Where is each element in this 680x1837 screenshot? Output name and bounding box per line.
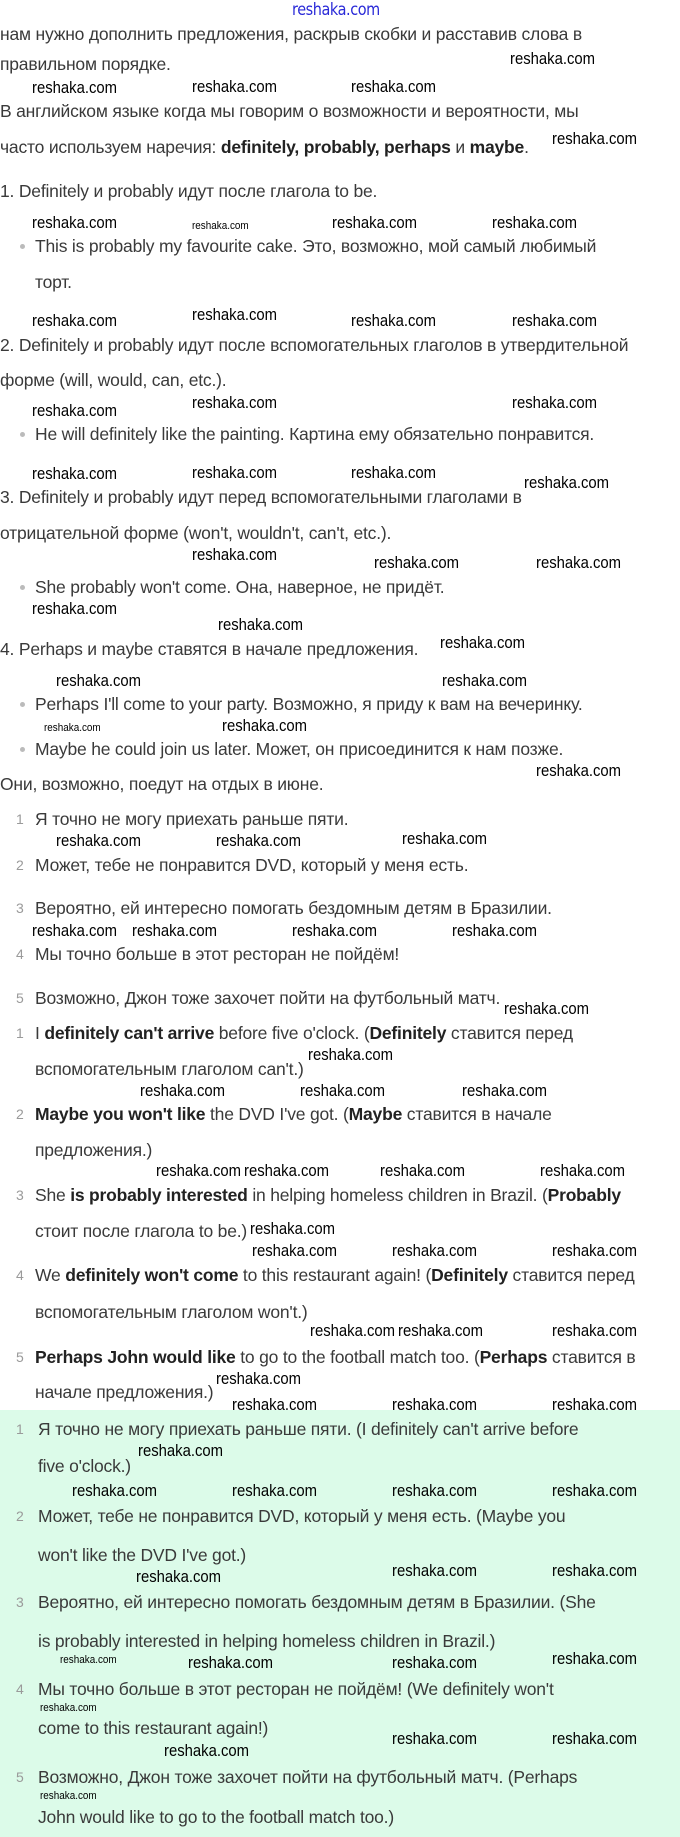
text-run: I: [35, 1023, 45, 1043]
text-run: .: [524, 137, 529, 157]
watermark-text: reshaka.com: [300, 1082, 386, 1100]
text-run: in helping homeless children in Brazil. (: [247, 1185, 548, 1205]
item-number: 1: [16, 1025, 24, 1041]
text-run: Я точно не могу приехать раньше пяти. (I definitely can't arrive before: [38, 1419, 579, 1439]
watermark-text: reshaka.com: [392, 1654, 478, 1672]
translation-item: [38, 1418, 578, 1440]
text-run: Возможно, Джон тоже захочет пойти на футбольный матч.: [35, 988, 501, 1008]
task-item: [35, 808, 348, 830]
watermark-text: reshaka.com: [72, 1482, 158, 1500]
bold-text: definitely can't arrive: [44, 1023, 215, 1043]
watermark-text: reshaka.com: [32, 79, 118, 97]
bullet-marker: [20, 432, 25, 437]
answer-item: [35, 1346, 636, 1368]
watermark-text: reshaka.com: [188, 1654, 274, 1672]
example-4a: [35, 693, 583, 715]
item-number: 2: [16, 1106, 24, 1122]
text-run: is probably interested in helping homeless children in Brazil.): [38, 1631, 496, 1651]
task-item: [35, 987, 500, 1009]
rule-2: [0, 369, 226, 391]
text-run: ставится перед: [446, 1023, 573, 1043]
text-run: стоит после глагола to be.): [35, 1221, 248, 1241]
example-2: [35, 423, 594, 445]
text-run: ставится в: [547, 1347, 636, 1367]
watermark-text: reshaka.com: [140, 1082, 226, 1100]
watermark-text: reshaka.com: [32, 214, 118, 232]
watermark-text: reshaka.com: [536, 554, 622, 572]
watermark-text: reshaka.com: [192, 546, 278, 564]
text-run: вспомогательным глаголом won't.): [35, 1302, 308, 1322]
text-run: to go to the football match too. (: [235, 1347, 480, 1367]
text-run: Вероятно, ей интересно помогать бездомным детям в Бразилии.: [35, 898, 552, 918]
rule-2: [0, 334, 628, 356]
watermark-text: reshaka.com: [244, 1162, 330, 1180]
watermark-text: reshaka.com: [232, 1396, 318, 1414]
text-run: Мы точно больше в этот ресторан не пойдём! (We definitely won't: [38, 1679, 554, 1699]
text-run: John would like to go to the football match too.): [38, 1807, 394, 1827]
watermark-text: reshaka.com: [164, 1742, 250, 1760]
watermark-text: reshaka.com: [56, 832, 142, 850]
task-item: [35, 897, 552, 919]
answer-item: [35, 1301, 308, 1323]
watermark-text: reshaka.com: [440, 634, 526, 652]
task-item: [35, 854, 468, 876]
watermark-text: reshaka.com: [192, 394, 278, 412]
text-run: Возможно, Джон тоже захочет пойти на футбольный матч. (Perhaps: [38, 1767, 578, 1787]
answer-item: [35, 1022, 573, 1044]
watermark-text: reshaka.com: [504, 1000, 590, 1018]
watermark-text: reshaka.com: [552, 1730, 638, 1748]
bold-text: definitely won't come: [65, 1265, 239, 1285]
item-number: 4: [16, 946, 24, 962]
watermark-text: reshaka.com: [56, 672, 142, 690]
translation-item: [38, 1455, 131, 1477]
watermark-text: reshaka.com: [462, 1082, 548, 1100]
watermark-text: reshaka.com: [392, 1396, 478, 1414]
text-run: и: [450, 137, 470, 157]
watermark-text: reshaka.com: [552, 1242, 638, 1260]
answer-item: [35, 1381, 213, 1403]
text-run: before five o'clock. (: [214, 1023, 370, 1043]
text-run: She: [35, 1185, 71, 1205]
intro-text: [0, 23, 582, 45]
watermark-text: reshaka.com: [40, 1702, 97, 1714]
watermark-text: reshaka.com: [216, 832, 302, 850]
watermark-text: reshaka.com: [32, 922, 118, 940]
watermark-text: reshaka.com: [218, 616, 304, 634]
bullet-marker: [20, 702, 25, 707]
text-run: правильном порядке.: [0, 54, 171, 74]
text-run: won't like the DVD I've got.): [38, 1545, 247, 1565]
text-run: Вероятно, ей интересно помогать бездомным детям в Бразилии. (She: [38, 1592, 596, 1612]
bullet-marker: [20, 585, 25, 590]
text-run: 1. Definitely и probably идут после глагола to be.: [0, 181, 378, 201]
text-run: нам нужно дополнить предложения, раскрыв скобки и расставив слова в: [0, 24, 582, 44]
example-1: [35, 271, 72, 293]
text-run: ставится в начале: [402, 1104, 552, 1124]
text-run: Maybe he could join us later. Может, он присоединится к нам позже.: [35, 739, 564, 759]
text-run: She probably won't come. Она, наверное, не придёт.: [35, 577, 445, 597]
watermark-text: reshaka.com: [512, 312, 598, 330]
text-run: come to this restaurant again!): [38, 1718, 269, 1738]
item-number: 5: [16, 1349, 24, 1365]
watermark-text: reshaka.com: [156, 1162, 242, 1180]
watermark-text: reshaka.com: [380, 1162, 466, 1180]
watermark-text: reshaka.com: [552, 1396, 638, 1414]
example-1: [35, 235, 596, 257]
text-run: This is probably my favourite cake. Это, возможно, мой самый любимый: [35, 236, 597, 256]
watermark-text: reshaka.com: [232, 1482, 318, 1500]
text-run: В английском языке когда мы говорим о возможности и вероятности, мы: [0, 101, 579, 121]
item-number: 2: [16, 1508, 24, 1524]
rule-3: [0, 486, 522, 508]
answer-item: [35, 1139, 152, 1161]
site-watermark-header[interactable]: reshaka.com: [292, 0, 380, 20]
adverbs-paragraph: [0, 100, 579, 122]
watermark-text: reshaka.com: [40, 1790, 97, 1802]
item-number: 4: [16, 1267, 24, 1283]
watermark-text: reshaka.com: [44, 722, 101, 734]
answer-item: [35, 1220, 247, 1242]
text-run: предложения.): [35, 1140, 153, 1160]
bullet-marker: [20, 747, 25, 752]
watermark-text: reshaka.com: [60, 1654, 117, 1666]
text-run: отрицательной форме (won't, wouldn't, can't, etc.).: [0, 523, 392, 543]
bold-text: Definitely: [369, 1023, 447, 1043]
translation-item: [38, 1806, 394, 1828]
watermark-text: reshaka.com: [32, 465, 118, 483]
watermark-text: reshaka.com: [552, 1482, 638, 1500]
text-run: We: [35, 1265, 66, 1285]
text-run: 2. Definitely и probably идут после вспомогательных глаголов в утвердительной: [0, 335, 629, 355]
adverbs-paragraph: [0, 136, 529, 158]
watermark-text: reshaka.com: [374, 554, 460, 572]
watermark-text: reshaka.com: [192, 306, 278, 324]
translation-item: [38, 1505, 565, 1527]
watermark-text: reshaka.com: [512, 394, 598, 412]
watermark-text: reshaka.com: [452, 922, 538, 940]
watermark-text: reshaka.com: [510, 50, 596, 68]
item-number: 1: [16, 1421, 24, 1437]
item-number: 1: [16, 811, 24, 827]
watermark-text: reshaka.com: [540, 1162, 626, 1180]
rule-4: [0, 638, 418, 660]
watermark-text: reshaka.com: [32, 600, 118, 618]
translation-item: [38, 1766, 577, 1788]
text-run: Может, тебе не понравится DVD, который у меня есть. (Maybe you: [38, 1506, 566, 1526]
item-number: 3: [16, 1187, 24, 1203]
translation-item: [38, 1544, 246, 1566]
bold-text: is probably interested: [70, 1185, 248, 1205]
task-item: [35, 943, 399, 965]
bold-text: maybe: [469, 137, 525, 157]
bold-text: Definitely: [431, 1265, 508, 1285]
watermark-text: reshaka.com: [222, 717, 308, 735]
watermark-text: reshaka.com: [552, 1650, 638, 1668]
answer-item: [35, 1184, 621, 1206]
intro-text: [0, 53, 171, 75]
watermark-text: reshaka.com: [552, 130, 638, 148]
text-run: ставится перед: [507, 1265, 635, 1285]
rule-1: [0, 180, 377, 202]
item-number: 5: [16, 990, 24, 1006]
text-run: Может, тебе не понравится DVD, который у меня есть.: [35, 855, 469, 875]
watermark-text: reshaka.com: [398, 1322, 484, 1340]
watermark-text: reshaka.com: [402, 830, 488, 848]
watermark-text: reshaka.com: [32, 312, 118, 330]
watermark-text: reshaka.com: [308, 1046, 394, 1064]
watermark-text: reshaka.com: [132, 922, 218, 940]
text-run: начале предложения.): [35, 1382, 214, 1402]
text-run: Я точно не могу приехать раньше пяти.: [35, 809, 349, 829]
text-run: Perhaps I'll come to your party. Возможно, я приду к вам на вечеринку.: [35, 694, 583, 714]
bold-text: Perhaps John would like: [35, 1347, 236, 1367]
watermark-text: reshaka.com: [392, 1242, 478, 1260]
watermark-text: reshaka.com: [332, 214, 418, 232]
text-run: форме (will, would, can, etc.).: [0, 370, 227, 390]
watermark-text: reshaka.com: [536, 762, 622, 780]
text-run: Мы точно больше в этот ресторан не пойдём!: [35, 944, 400, 964]
example-4b: [35, 738, 563, 760]
text-run: the DVD I've got. (: [205, 1104, 349, 1124]
item-number: 4: [16, 1681, 24, 1697]
watermark-text: reshaka.com: [351, 464, 437, 482]
watermark-text: reshaka.com: [138, 1442, 224, 1460]
translation-item: [38, 1591, 596, 1613]
watermark-text: reshaka.com: [192, 78, 278, 96]
watermark-text: reshaka.com: [310, 1322, 396, 1340]
bold-text: Maybe: [348, 1104, 403, 1124]
watermark-text: reshaka.com: [392, 1730, 478, 1748]
text-run: торт.: [35, 272, 72, 292]
bold-text: Probably: [547, 1185, 621, 1205]
watermark-text: reshaka.com: [524, 474, 610, 492]
text-run: to this restaurant again! (: [238, 1265, 432, 1285]
bold-text: definitely, probably, perhaps: [220, 137, 451, 157]
example-3: [35, 576, 444, 598]
text-run: часто используем наречия:: [0, 137, 221, 157]
watermark-text: reshaka.com: [292, 922, 378, 940]
translation-item: [38, 1678, 554, 1700]
watermark-text: reshaka.com: [552, 1562, 638, 1580]
watermark-text: reshaka.com: [252, 1242, 338, 1260]
translation-item: [38, 1630, 495, 1652]
task-example: [0, 773, 323, 795]
bold-text: Maybe you won't like: [35, 1104, 206, 1124]
answer-item: [35, 1103, 552, 1125]
watermark-text: reshaka.com: [351, 312, 437, 330]
text-run: five o'clock.): [38, 1456, 131, 1476]
text-run: He will definitely like the painting. Картина ему обязательно понравится.: [35, 424, 595, 444]
watermark-text: reshaka.com: [250, 1220, 336, 1238]
watermark-text: reshaka.com: [392, 1482, 478, 1500]
item-number: 3: [16, 1594, 24, 1610]
bold-text: Perhaps: [479, 1347, 548, 1367]
watermark-text: reshaka.com: [392, 1562, 478, 1580]
item-number: 3: [16, 900, 24, 916]
translation-item: [38, 1717, 268, 1739]
rule-3: [0, 522, 391, 544]
text-run: вспомогательным глаголом can't.): [35, 1059, 304, 1079]
text-run: 4. Perhaps и maybe ставятся в начале предложения.: [0, 639, 419, 659]
watermark-text: reshaka.com: [442, 672, 528, 690]
item-number: 2: [16, 857, 24, 873]
watermark-text: reshaka.com: [136, 1568, 222, 1586]
answer-item: [35, 1264, 635, 1286]
watermark-text: reshaka.com: [192, 464, 278, 482]
watermark-text: reshaka.com: [32, 402, 118, 420]
bullet-marker: [20, 244, 25, 249]
watermark-text: reshaka.com: [552, 1322, 638, 1340]
watermark-text: reshaka.com: [351, 78, 437, 96]
watermark-text: reshaka.com: [492, 214, 578, 232]
item-number: 5: [16, 1769, 24, 1785]
answer-item: [35, 1058, 304, 1080]
text-run: 3. Definitely и probably идут перед вспомогательными глаголами в: [0, 487, 522, 507]
watermark-text: reshaka.com: [192, 220, 249, 232]
text-run: Они, возможно, поедут на отдых в июне.: [0, 774, 324, 794]
watermark-text: reshaka.com: [216, 1370, 302, 1388]
